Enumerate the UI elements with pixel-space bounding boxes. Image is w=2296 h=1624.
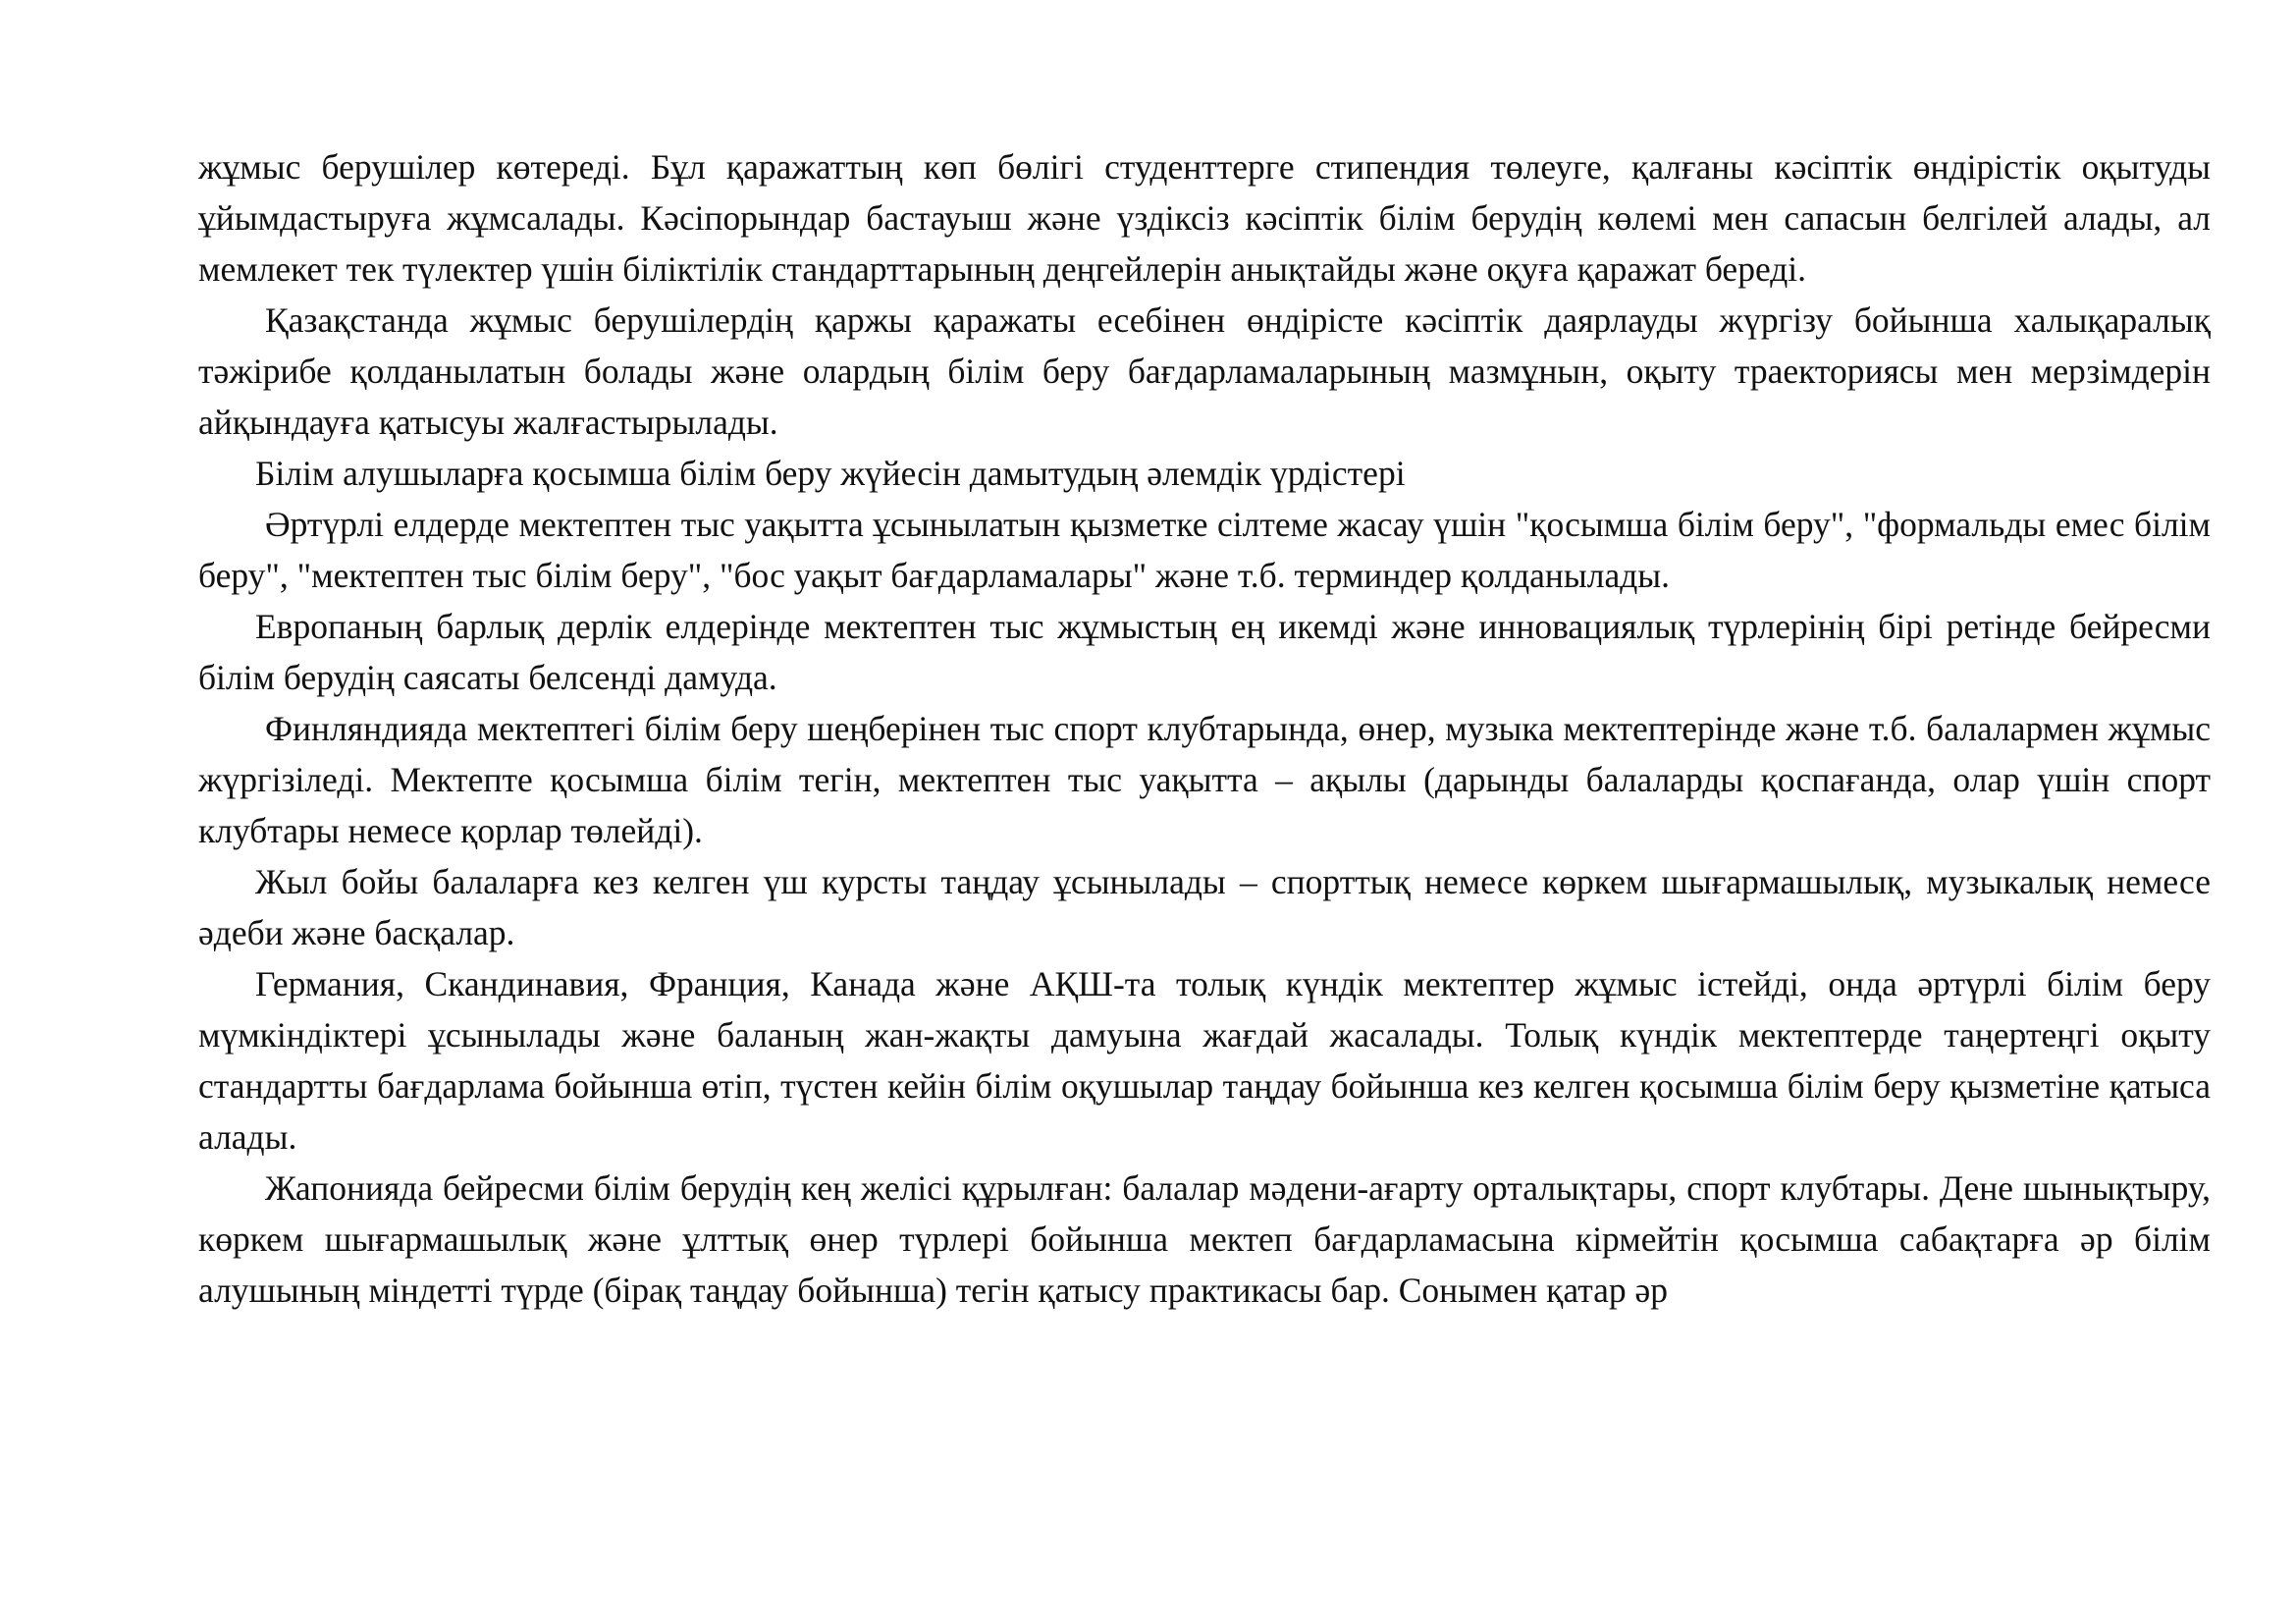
paragraph-europe: Европаның барлық дерлік елдерінде мектептен тыс жұмыстың ең икемді және инновациялық түрлерінің бірі ретінде бейресми білім берудің саясаты белсенді дамуда.: [198, 607, 2211, 697]
paragraph-year-courses: Жыл бойы балаларға кез келген үш курсты таңдау ұсынылады – спорттық немесе көркем шығармашылық, музыкалық немесе әдеби және басқалар.: [198, 862, 2211, 952]
paragraph-terminology: Әртүрлі елдерде мектептен тыс уақытта ұсынылатын қызметке сілтеме жасау үшін "қосымша білім беру", "формальды емес білім беру", "мектептен тыс білім беру", "бос уақыт бағдарламалары" және т.б. терминдер қолданылады.: [198, 505, 2211, 595]
paragraph-kazakhstan: Қазақстанда жұмыс берушілердің қаржы қаражаты есебінен өндірісте кәсіптік даярлауды жүргізу бойынша халықаралық тәжірибе қолданылатын болады және олардың білім беру бағдарламаларының мазмұнын, оқыту траекториясы мен мерзімдерін айқындауға қатысуы жалғастырылады.: [198, 300, 2211, 442]
paragraph-employers-funding: жұмыс берушілер көтереді. Бұл қаражаттың көп бөлігі студенттерге стипендия төлеуге, қалғаны кәсіптік өндірістік оқытуды ұйымдастыруға жұмсалады. Кәсіпорындар бастауыш және үздіксіз кәсіптік білім берудің көлемі мен сапасын белгілей алады, ал мемлекет тек түлектер үшін біліктілік стандарттарының деңгейлерін анықтайды және оқуға қаражат береді.: [198, 147, 2211, 289]
paragraph-finland: Финляндияда мектептегі білім беру шеңберінен тыс спорт клубтарында, өнер, музыка мектептерінде және т.б. балалармен жұмыс жүргізіледі. Мектепте қосымша білім тегін, мектептен тыс уақытта – ақылы (дарынды балаларды қоспағанда, олар үшін спорт клубтары немесе қорлар төлейді).: [198, 709, 2211, 850]
document-body: [198, 141, 2211, 1316]
paragraph-full-day-schools: Германия, Скандинавия, Франция, Канада және АҚШ-та толық күндік мектептер жұмыс істейді, онда әртүрлі білім беру мүмкіндіктері ұсынылады және баланың жан-жақты дамуына жағдай жасалады. Толық күндік мектептерде таңертеңгі оқыту стандартты бағдарлама бойынша өтіп, түстен кейін білім оқушылар таңдау бойынша кез келген қосымша білім беру қызметіне қатыса алады.: [198, 964, 2211, 1157]
section-heading-world-trends: Білім алушыларға қосымша білім беру жүйесін дамытудың әлемдік үрдістері: [255, 454, 1406, 493]
paragraph-japan: Жапонияда бейресми білім берудің кең желісі құрылған: балалар мәдени-ағарту орталықтары, спорт клубтары. Дене шынықтыру, көркем шығармашылық және ұлттық өнер түрлері бойынша мектеп бағдарламасына кірмейтін қосымша сабақтарға әр білім алушының міндетті түрде (бірақ таңдау бойынша) тегін қатысу практикасы бар. Сонымен қатар әр: [198, 1168, 2211, 1310]
